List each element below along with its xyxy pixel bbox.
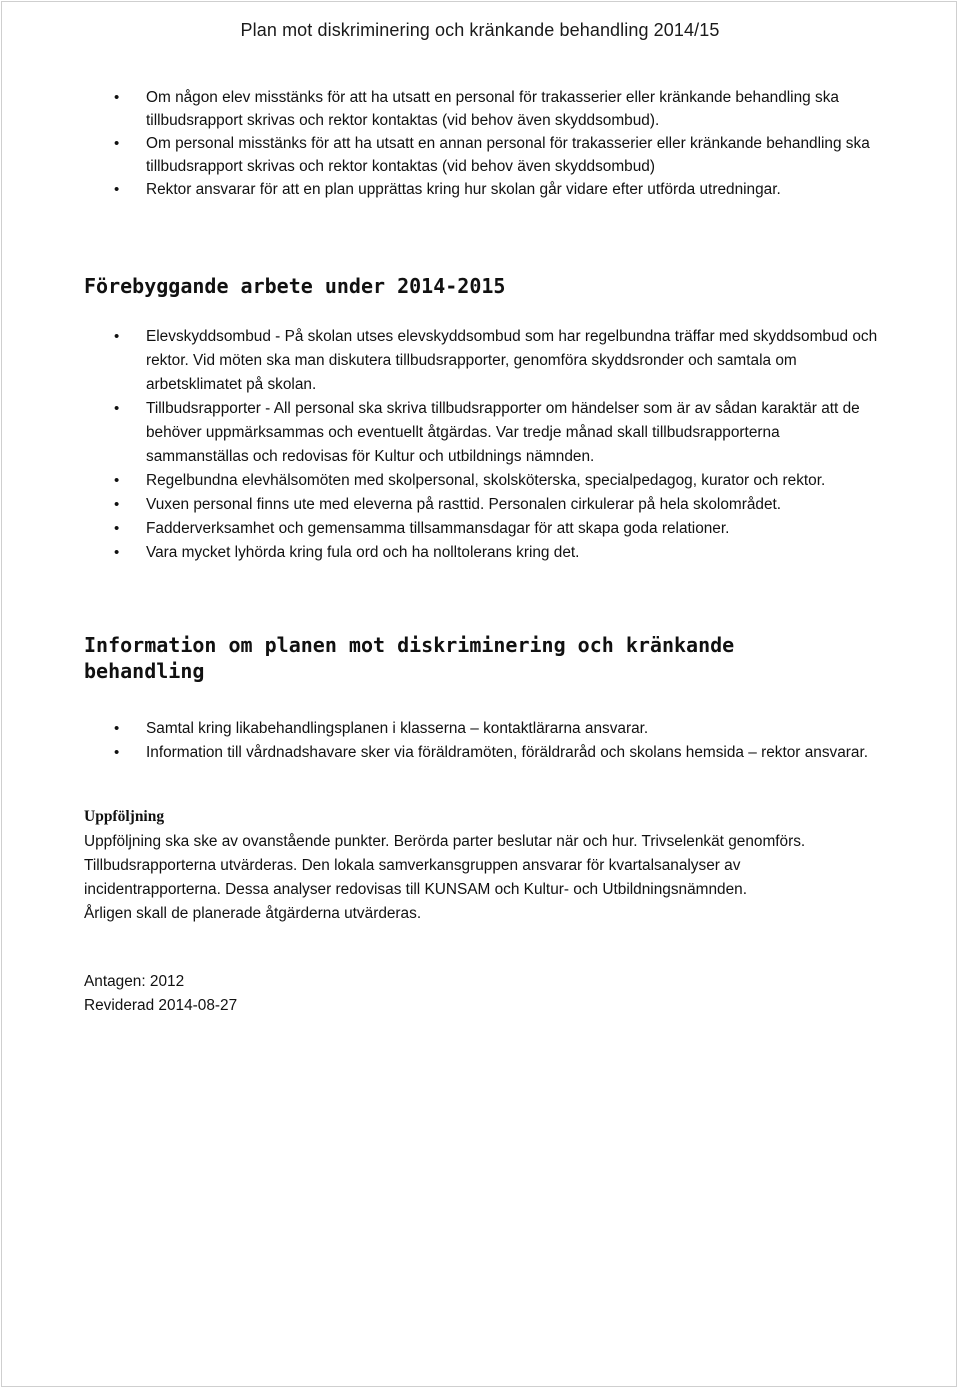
list-item: • Tillbudsrapporter - All personal ska skriva tillbudsrapporter om händelser som är av sådan karaktär att de behöver uppmärksammas och eventuellt åtgärdas. Var tredje månad skall tillbudsrapporterna sammanställas och redovisas för Kultur och utbildnings nämnden.	[84, 397, 884, 469]
list-item: • Information till vårdnadshavare sker via föräldramöten, föräldraråd och skolans hemsida – rektor ansvarar.	[84, 741, 884, 765]
list-item: • Vara mycket lyhörda kring fula ord och ha nolltolerans kring det.	[84, 541, 884, 565]
follow-up-paragraph: Uppföljning ska ske av ovanstående punkter. Berörda parter beslutar när och hur. Trivselenkät genomförs. Tillbudsrapporterna utvärderas. Den lokala samverkansgruppen ansvarar för kvartalsanalyser av incidentrapporterna. Dessa analyser redovisas till KUNSAM och Kultur- och Utbildningsnämnden.	[84, 833, 806, 898]
list-item: • Fadderverksamhet och gemensamma tillsammansdagar för att skapa goda relationer.	[84, 517, 884, 541]
list-item: • Samtal kring likabehandlingsplanen i klasserna – kontaktlärarna ansvarar.	[84, 717, 884, 741]
section-heading-information: Information om planen mot diskriminering och kränkande behandling	[84, 633, 735, 683]
list-item: • Elevskyddsombud - På skolan utses elevskyddsombud som har regelbundna träffar med skyddsombud och rektor. Vid möten ska man diskutera tillbudsrapporter, genomföra skyddsronder och samtala om arbetsklimatet på skolan.	[84, 325, 884, 397]
list-item: • Rektor ansvarar för att en plan upprättas kring hur skolan går vidare efter utförda utredningar.	[84, 178, 884, 201]
follow-up-block	[84, 830, 874, 926]
list-item: • Om någon elev misstänks för att ha utsatt en personal för trakasserier eller kränkande behandling ska tillbudsrapport skrivas och rektor kontaktas (vid behov även skyddsombud).	[84, 86, 884, 132]
list-item: • Om personal misstänks för att ha utsatt en annan personal för trakasserier eller kränkande behandling ska tillbudsrapport skrivas och rektor kontaktas (vid behov även skyddsombud)	[84, 132, 884, 178]
adopted-date: Antagen: 2012	[84, 973, 185, 990]
list-item: • Regelbundna elevhälsomöten med skolpersonal, skolsköterska, specialpedagog, kurator och rektor.	[84, 469, 884, 493]
intro-bullet-list	[84, 86, 884, 201]
annual-evaluation-text: Årligen skall de planerade åtgärderna utvärderas.	[84, 905, 422, 922]
section-heading-follow-up: Uppföljning	[84, 808, 165, 825]
revised-date: Reviderad 2014-08-27	[84, 997, 238, 1014]
document-meta	[84, 970, 874, 1018]
preventive-bullet-list	[84, 325, 884, 565]
information-bullet-list	[84, 717, 884, 765]
list-item: • Vuxen personal finns ute med eleverna på rasttid. Personalen cirkulerar på hela skolområdet.	[84, 493, 884, 517]
page-border	[1, 1, 957, 1387]
section-heading-preventive: Förebyggande arbete under 2014-2015	[84, 274, 506, 298]
page-header-title: Plan mot diskriminering och kränkande behandling 2014/15	[240, 20, 720, 40]
